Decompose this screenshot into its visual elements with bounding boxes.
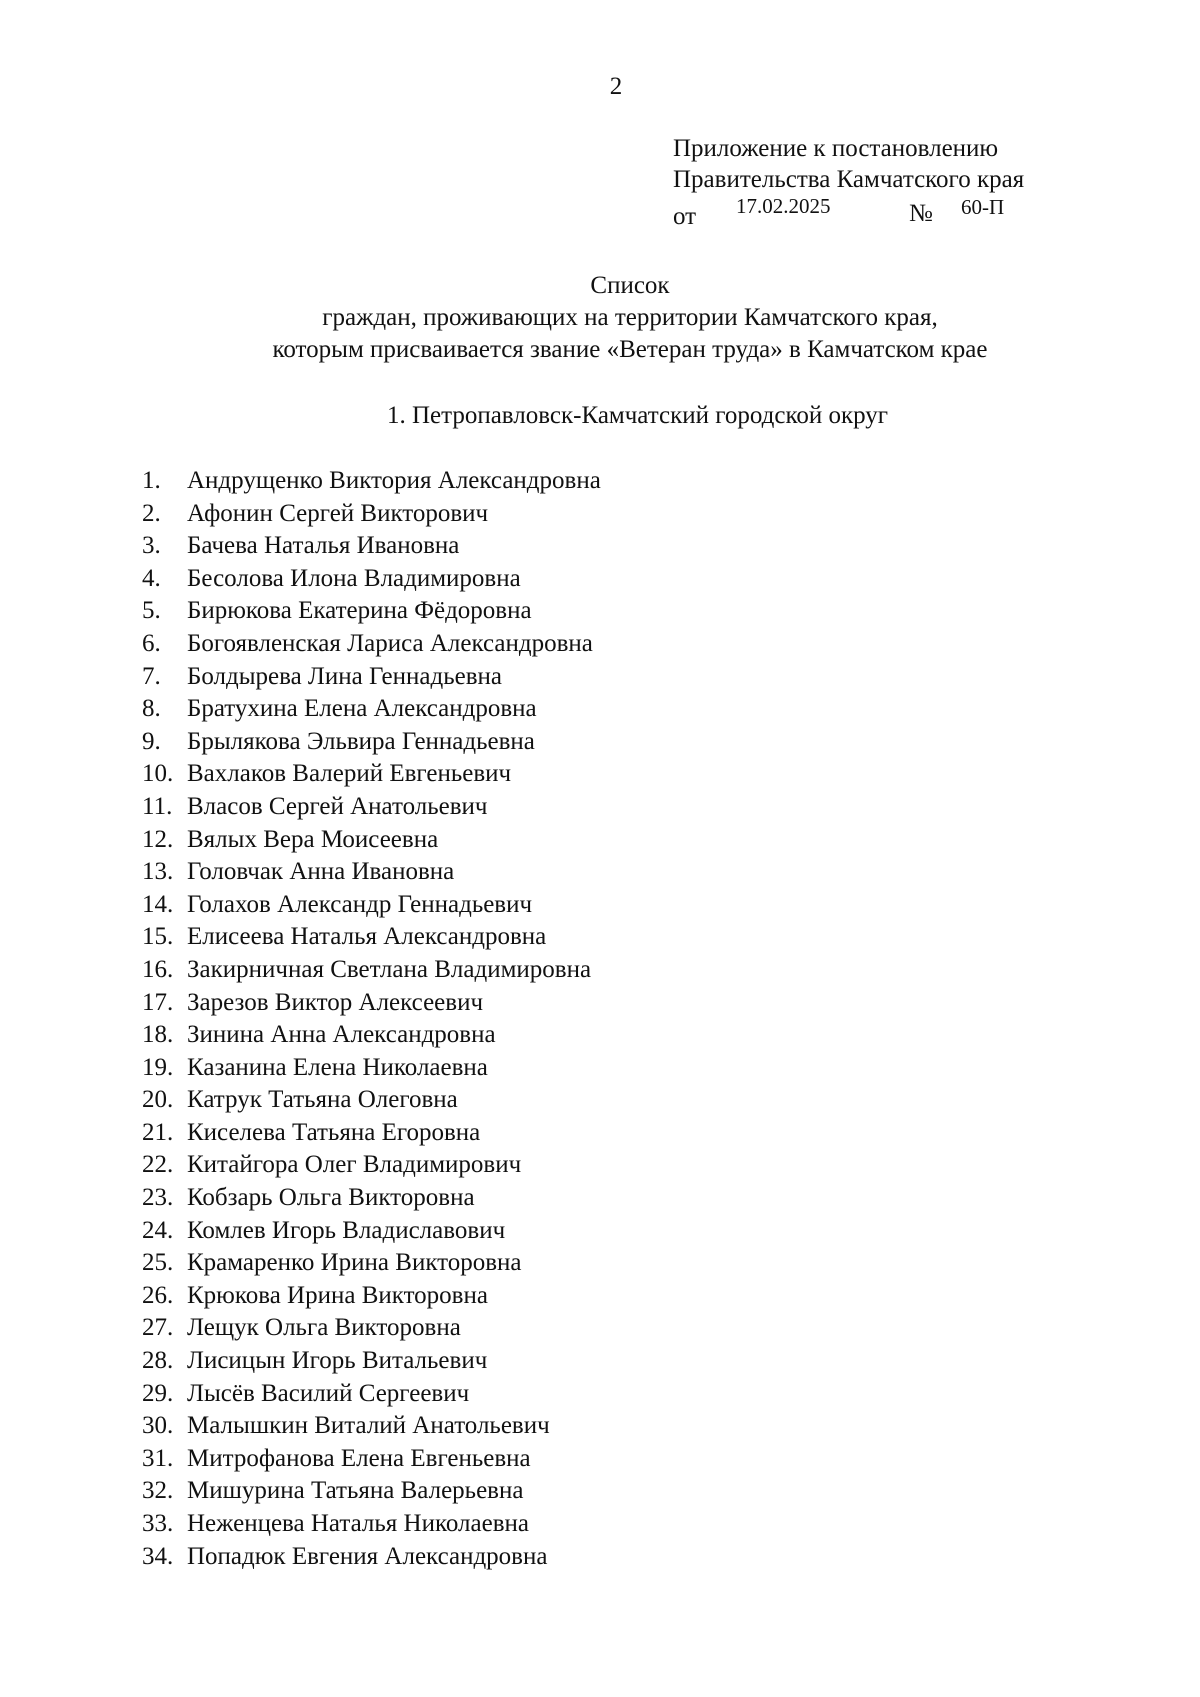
list-item-number: 28.: [142, 1347, 174, 1375]
list-item: [142, 726, 601, 759]
list-item-name: Китайгора Олег Владимирович: [187, 1151, 522, 1179]
list-item-name: Крамаренко Ирина Викторовна: [187, 1249, 522, 1277]
list-item: [142, 1508, 601, 1541]
list-item: [142, 1312, 601, 1345]
list-item-name: Богоявленская Лариса Александровна: [187, 629, 593, 657]
list-item: [142, 1149, 601, 1182]
attachment-line-1: Приложение к постановлению: [673, 135, 999, 162]
list-item-name: Крюкова Ирина Викторовна: [187, 1281, 488, 1309]
list-item-number: 9.: [142, 727, 161, 755]
list-item-number: 19.: [142, 1053, 174, 1081]
list-item-name: Власов Сергей Анатольевич: [187, 792, 488, 820]
list-item-name: Вахлаков Валерий Евгеньевич: [187, 760, 512, 788]
list-item: [142, 661, 601, 694]
resolution-date: 17.02.2025: [736, 194, 831, 218]
list-item-name: Лещук Ольга Викторовна: [187, 1314, 461, 1342]
list-item: [142, 1084, 601, 1117]
list-item-number: 33.: [142, 1510, 174, 1537]
attachment-line-2: Правительства Камчатского края: [673, 166, 1025, 193]
list-item-number: 15.: [142, 923, 174, 951]
list-item-number: 27.: [142, 1314, 174, 1342]
heading-title: Список: [590, 272, 670, 299]
list-item-name: Митрофанова Елена Евгеньевна: [187, 1444, 531, 1472]
list-item-name: Комлев Игорь Владиславович: [187, 1216, 506, 1244]
list-item-number: 21.: [142, 1118, 174, 1146]
attachment-date-number: [673, 195, 1024, 229]
list-item: [142, 987, 601, 1020]
list-item: [142, 1215, 601, 1248]
list-item-name: Брылякова Эльвира Геннадьевна: [187, 727, 535, 755]
list-item-name: Попадюк Евгения Александровна: [187, 1542, 548, 1570]
list-item-name: Голахов Александр Геннадьевич: [187, 890, 533, 918]
citizen-list: [142, 465, 601, 1573]
list-item-name: Казанина Елена Николаевна: [187, 1053, 488, 1081]
list-item-name: Бачева Наталья Ивановна: [187, 532, 460, 560]
list-item-name: Лисицын Игорь Витальевич: [187, 1347, 488, 1375]
list-item-number: 1.: [142, 467, 161, 494]
list-item: [142, 1280, 601, 1313]
list-item: [142, 758, 601, 791]
list-item-number: 11.: [142, 792, 173, 820]
list-item: [142, 1247, 601, 1280]
list-item-number: 2.: [142, 499, 161, 527]
list-item: [142, 824, 601, 857]
list-item: [142, 889, 601, 922]
list-item-name: Зинина Анна Александровна: [187, 1021, 496, 1049]
list-item: [142, 1475, 601, 1508]
list-item: [142, 1378, 601, 1411]
list-item: [142, 1345, 601, 1378]
list-item-number: 6.: [142, 629, 161, 657]
number-sign: №: [909, 200, 933, 227]
list-item-name: Катрук Татьяна Олеговна: [187, 1086, 458, 1114]
heading-line-3: которым присваивается звание «Ветеран труда» в Камчатском крае: [272, 336, 988, 363]
list-item-number: 4.: [142, 564, 161, 592]
list-item: [142, 628, 601, 661]
list-item: [142, 595, 601, 628]
list-item-name: Малышкин Виталий Анатольевич: [187, 1412, 550, 1440]
list-item-name: Афонин Сергей Викторович: [187, 499, 489, 527]
list-item: [142, 791, 601, 824]
list-item-number: 10.: [142, 760, 174, 788]
list-item-number: 26.: [142, 1281, 174, 1309]
list-item-number: 14.: [142, 890, 174, 918]
attachment-block: [673, 133, 1024, 229]
list-item-name: Братухина Елена Александровна: [187, 695, 537, 723]
list-item: [142, 1182, 601, 1215]
list-item: [142, 1541, 601, 1574]
list-item-name: Зарезов Виктор Алексеевич: [187, 988, 484, 1016]
list-item-number: 18.: [142, 1021, 174, 1049]
list-item-name: Мишурина Татьяна Валерьевна: [187, 1477, 524, 1505]
list-item-number: 34.: [142, 1542, 174, 1570]
list-item-name: Бесолова Илона Владимировна: [187, 564, 521, 592]
list-item-number: 8.: [142, 695, 161, 723]
list-item: [142, 465, 601, 498]
list-item: [142, 856, 601, 889]
list-item-number: 7.: [142, 662, 161, 690]
list-item-number: 31.: [142, 1444, 174, 1472]
list-item-number: 12.: [142, 825, 174, 853]
list-item-number: 24.: [142, 1216, 174, 1244]
list-item-name: Неженцева Наталья Николаевна: [187, 1510, 529, 1537]
list-item-name: Елисеева Наталья Александровна: [187, 923, 547, 951]
list-item-number: 13.: [142, 858, 174, 886]
list-item-number: 32.: [142, 1477, 174, 1505]
resolution-number: 60-П: [961, 195, 1005, 219]
list-heading: [0, 270, 1200, 366]
district-title: 1. Петропавловск-Камчатский городской округ: [386, 402, 889, 429]
list-item: [142, 1117, 601, 1150]
list-item: [142, 498, 601, 531]
list-item-name: Закирничная Светлана Владимировна: [187, 955, 592, 983]
list-item-number: 5.: [142, 597, 161, 625]
list-item: [142, 563, 601, 596]
list-item-name: Бирюкова Екатерина Фёдоровна: [187, 597, 532, 625]
list-item-name: Болдырева Лина Геннадьевна: [187, 662, 502, 690]
list-item-number: 25.: [142, 1249, 174, 1277]
list-item-number: 29.: [142, 1379, 174, 1407]
list-item-name: Вялых Вера Моисеевна: [187, 825, 439, 853]
list-item-name: Лысёв Василий Сергеевич: [187, 1379, 470, 1407]
list-item: [142, 921, 601, 954]
list-item-number: 22.: [142, 1151, 174, 1179]
list-item: [142, 1443, 601, 1476]
list-item: [142, 693, 601, 726]
list-item-name: Киселева Татьяна Егоровна: [187, 1118, 481, 1146]
list-item-number: 16.: [142, 955, 174, 983]
list-item-number: 20.: [142, 1086, 174, 1114]
list-item: [142, 1019, 601, 1052]
list-item: [142, 1052, 601, 1085]
list-item-name: Андрущенко Виктория Александровна: [187, 467, 601, 494]
list-item-number: 3.: [142, 532, 161, 560]
heading-line-2: граждан, проживающих на территории Камчатского края,: [322, 304, 938, 331]
page-number: 2: [609, 73, 623, 100]
list-item-number: 23.: [142, 1184, 174, 1212]
list-item: [142, 530, 601, 563]
list-item-name: Кобзарь Ольга Викторовна: [187, 1184, 475, 1212]
list-item: [142, 1410, 601, 1443]
list-item-number: 30.: [142, 1412, 174, 1440]
list-item-name: Головчак Анна Ивановна: [187, 858, 455, 886]
date-prefix: от: [673, 203, 697, 230]
list-item-number: 17.: [142, 988, 174, 1016]
list-item: [142, 954, 601, 987]
